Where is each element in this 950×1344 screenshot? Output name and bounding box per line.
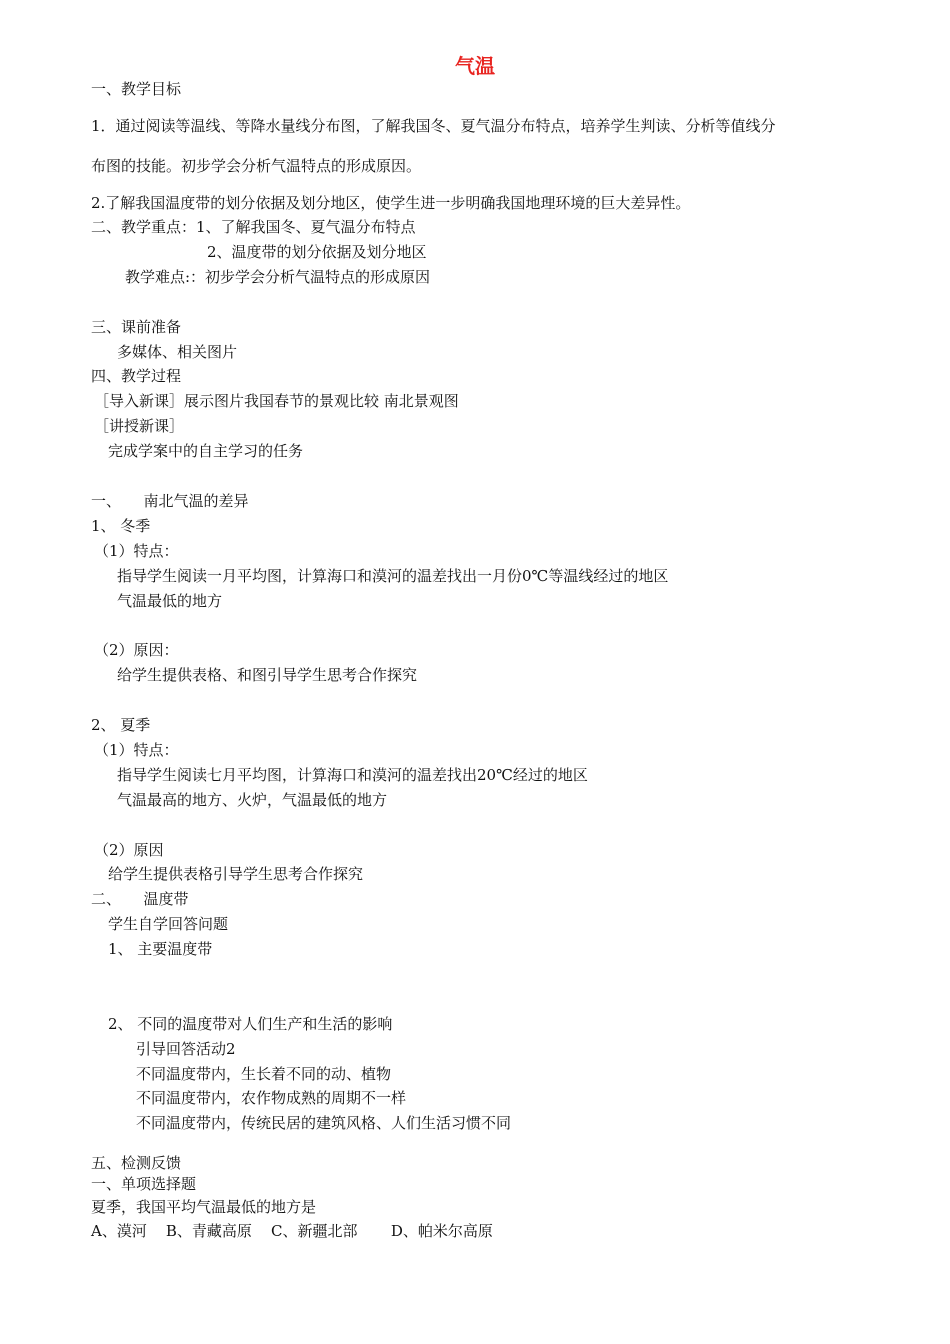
- section-key-points: 二、教学重点：1、了解我国冬、夏气温分布特点: [91, 218, 416, 236]
- self-study-task: 完成学案中的自主学习的任务: [108, 442, 304, 460]
- preparation-items: 多媒体、相关图片: [117, 343, 238, 361]
- summer-features-text: 指导学生阅读七月平均图，计算海口和漠河的温差找出20℃经过的地区: [117, 766, 588, 784]
- difficulty: 教学难点:：初步学会分析气温特点的形成原因: [125, 268, 431, 286]
- goal-1-line-1: 1．通过阅读等温线、等降水量线分布图，了解我国冬、夏气温分布特点，培养学生判读、分析等值线分: [91, 117, 776, 135]
- winter-features-text: 指导学生阅读一月平均图，计算海口和漠河的温差找出一月份0℃等温线经过的地区: [117, 567, 669, 585]
- zone-crop-cycle: 不同温度带内，农作物成熟的周期不一样: [136, 1089, 407, 1107]
- winter-features-label: （1）特点：: [94, 542, 179, 560]
- heading-temperature-difference: 一、 南北气温的差异: [91, 492, 249, 510]
- summer-reason-text: 给学生提供表格引导学生思考合作探究: [108, 865, 364, 883]
- teach-new-lesson: ［讲授新课］: [94, 417, 185, 435]
- summer-heading: 2、 夏季: [91, 716, 151, 734]
- goal-2: 2.了解我国温度带的划分依据及划分地区，使学生进一步明确我国地理环境的巨大差异性。: [91, 194, 691, 212]
- document-title: 气温: [455, 54, 495, 78]
- intro-new-lesson: ［导入新课］展示图片我国春节的景观比较 南北景观图: [94, 392, 459, 410]
- section-feedback: 五、检测反馈: [91, 1154, 182, 1172]
- answer-options: A、漠河 B、青藏高原 C、新疆北部 D、帕米尔高原: [91, 1222, 493, 1240]
- summer-reason-label: （2）原因: [94, 841, 164, 859]
- winter-reason-label: （2）原因：: [94, 641, 179, 659]
- single-choice-heading: 一、单项选择题: [91, 1175, 197, 1193]
- zone-architecture-habits: 不同温度带内，传统民居的建筑风格、人们生活习惯不同: [136, 1114, 512, 1132]
- summer-features-label: （1）特点：: [94, 741, 179, 759]
- zone-plants-animals: 不同温度带内，生长着不同的动、植物: [136, 1065, 392, 1083]
- question-text: 夏季，我国平均气温最低的地方是: [91, 1198, 317, 1216]
- section-process: 四、教学过程: [91, 367, 182, 385]
- section-preparation: 三、课前准备: [91, 318, 182, 336]
- summer-extremes: 气温最高的地方、火炉，气温最低的地方: [117, 791, 388, 809]
- key-point-2: 2、温度带的划分依据及划分地区: [207, 243, 427, 261]
- section-teaching-goals: 一、教学目标: [91, 80, 182, 98]
- goal-1-line-2: 布图的技能。初步学会分析气温特点的形成原因。: [91, 157, 422, 175]
- winter-lowest-temp: 气温最低的地方: [117, 592, 223, 610]
- activity-2: 引导回答活动2: [136, 1040, 236, 1058]
- winter-heading: 1、 冬季: [91, 517, 151, 535]
- zone-influence-heading: 2、 不同的温度带对人们生产和生活的影响: [108, 1015, 393, 1033]
- winter-reason-text: 给学生提供表格、和图引导学生思考合作探究: [117, 666, 418, 684]
- heading-temperature-zones: 二、 温度带: [91, 890, 189, 908]
- main-temperature-zones: 1、 主要温度带: [108, 940, 213, 958]
- self-study-answer: 学生自学回答问题: [108, 915, 229, 933]
